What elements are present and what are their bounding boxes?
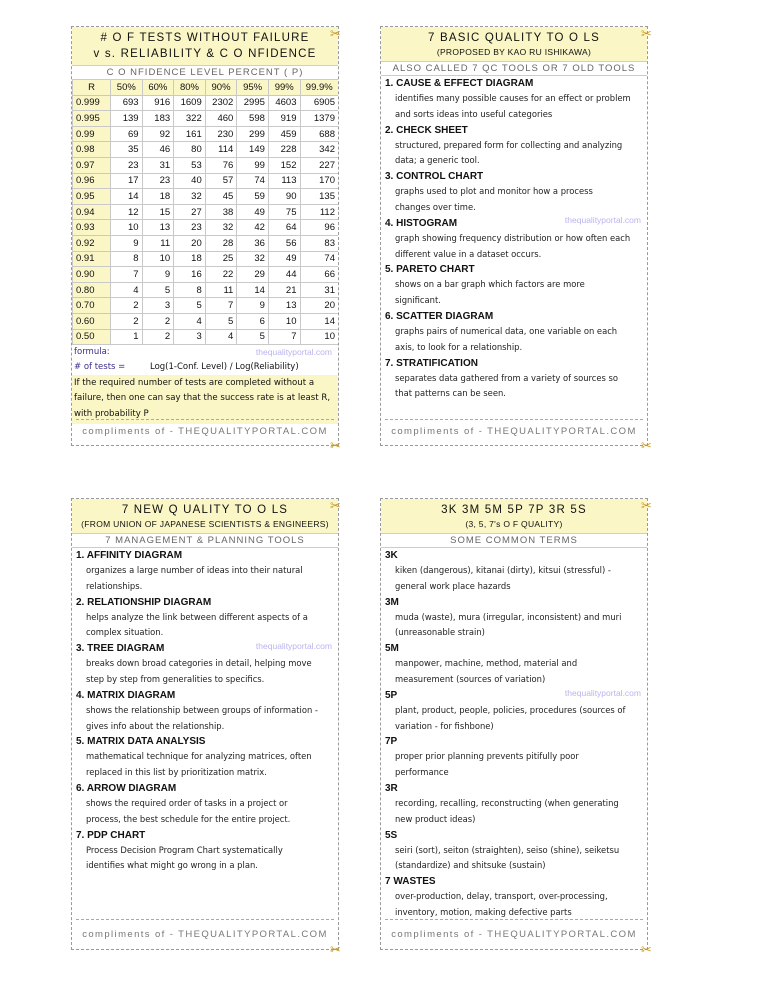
tests-cell: 5 [237,329,269,345]
card-subtitle: (FROM UNION OF JAPANESE SCIENTISTS & ENGINEERS) [81,519,329,529]
item-heading: 1. CAUSE & EFFECT DIAGRAM [385,78,534,89]
item-heading: 5. PARETO CHART [385,264,475,276]
list-item [72,595,338,642]
item-heading: 7. STRATIFICATION [385,357,478,369]
tests-cell: 75 [268,204,300,220]
tests-cell: 46 [142,142,174,158]
tests-cell: 1379 [300,111,338,127]
item-description: (standardize) and shitsuke (sustain) [395,860,546,871]
item-description: organizes a large number of ideas into their natural [86,565,303,575]
tests-cell: 92 [142,126,174,142]
tests-cell: 31 [300,282,338,298]
list-item [72,781,338,828]
table-row [73,267,339,283]
footer-divider [385,419,643,420]
tests-cell: 42 [237,220,269,236]
card-footer: compliments of - THEQUALITYPORTAL.COM [391,929,637,940]
item-description: separates data gathered from a variety of sources so [395,372,619,383]
tests-cell: 228 [268,142,300,158]
tests-cell: 17 [111,173,143,189]
tests-cell: 1 [111,329,143,345]
tests-cell: 2 [142,329,174,345]
reliability-cell: 0.92 [73,235,111,251]
card-header [381,499,647,534]
tests-cell: 23 [111,157,143,173]
watermark-text: thequalityportal.com [564,215,641,225]
formula-lhs: # of tests = [74,362,126,373]
formula-line [72,345,338,360]
tests-cell: 18 [174,251,206,267]
tests-cell: 69 [111,126,143,142]
tests-cell: 4 [111,282,143,298]
card-title: 3K 3M 5M 5P 7P 3R 5S [441,504,587,516]
tests-cell: 13 [142,220,174,236]
scissors-icon: ✂ [330,27,341,42]
tests-cell: 135 [300,189,338,205]
card-header [72,499,338,534]
item-description: graphs used to plot and monitor how a process [395,186,593,197]
tests-cell: 36 [237,235,269,251]
item-description: changes over time. [395,201,476,212]
item-heading: 4. HISTOGRAM [385,217,458,229]
table-row [73,142,339,158]
item-heading: 5. MATRIX DATA ANALYSIS [76,736,206,748]
item-description: process, the best schedule for the entire project. [86,813,291,824]
card-basic-quality-tools [380,26,648,446]
item-heading: 7P [385,736,398,748]
tests-cell: 38 [205,204,237,220]
item-heading: 3K [385,550,398,561]
card-tests-without-failure [71,26,339,446]
formula-note: If the required number of tests are completed without a failure, then one can say that the success rate is at least R, with probability P [72,375,338,424]
tests-cell: 49 [268,251,300,267]
item-heading: 1. AFFINITY DIAGRAM [76,550,183,561]
tests-cell: 5 [205,313,237,329]
card-footer: compliments of - THEQUALITYPORTAL.COM [391,426,637,437]
column-header: 80% [174,80,206,95]
tests-cell: 2 [142,313,174,329]
card-band: 7 MANAGEMENT & PLANNING TOOLS [72,534,338,548]
reliability-cell: 0.60 [73,313,111,329]
tests-cell: 18 [142,189,174,205]
reliability-cell: 0.91 [73,251,111,267]
card-header [381,27,647,62]
item-description: breaks down broad categories in detail, helping move [86,658,312,669]
tests-cell: 76 [205,157,237,173]
reliability-cell: 0.94 [73,204,111,220]
item-heading: 7 WASTES [385,876,436,888]
tests-cell: 2302 [205,95,237,111]
tests-cell: 4603 [268,95,300,111]
item-description: gives info about the relationship. [86,720,225,731]
tests-cell: 688 [300,126,338,142]
list-item [381,595,647,642]
item-description: shows the relationship between groups of information - [86,704,318,715]
column-header: 95% [237,80,269,95]
item-description: Process Decision Program Chart systematically [86,844,283,855]
tests-cell: 916 [142,95,174,111]
tests-cell: 23 [174,220,206,236]
tests-cell: 3 [142,298,174,314]
list-item [381,874,647,921]
table-row [73,189,339,205]
scissors-icon: ✂ [330,439,341,454]
tests-cell: 59 [237,189,269,205]
tests-cell: 5 [174,298,206,314]
item-description: relationships. [86,580,143,591]
item-description: performance [395,767,449,778]
column-header: 90% [205,80,237,95]
tests-cell: 299 [237,126,269,142]
tests-cell: 90 [268,189,300,205]
scissors-icon: ✂ [330,499,341,514]
tests-cell: 23 [142,173,174,189]
item-heading: 5S [385,829,398,841]
card-subtitle: (PROPOSED BY KAO RU ISHIKAWA) [436,47,592,57]
tests-cell: 7 [268,329,300,345]
tests-cell: 7 [111,267,143,283]
tests-cell: 152 [268,157,300,173]
tests-cell: 22 [205,267,237,283]
card-title-line2: v s. RELIABILITY & C O NFIDENCE [93,48,317,60]
tests-cell: 31 [142,157,174,173]
item-heading: 3R [385,782,398,794]
item-description: measurement (sources of variation) [395,673,546,684]
item-description: that patterns can be seen. [395,388,506,399]
tests-cell: 74 [300,251,338,267]
table-row [73,329,339,345]
item-heading: 3. TREE DIAGRAM [76,643,165,655]
tests-cell: 53 [174,157,206,173]
list-item [381,828,647,875]
tests-cell: 64 [268,220,300,236]
scissors-icon: ✂ [641,499,652,514]
tests-cell: 113 [268,173,300,189]
table-row [73,126,339,142]
item-heading: 6. SCATTER DIAGRAM [385,310,494,322]
tests-cell: 9 [111,235,143,251]
item-description: shows the required order of tasks in a project or [86,797,288,808]
item-description: data; a generic tool. [395,155,480,166]
scissors-icon: ✂ [330,943,341,958]
item-heading: 5P [385,689,398,701]
tests-cell: 11 [142,235,174,251]
tests-cell: 35 [111,142,143,158]
tests-cell: 183 [142,111,174,127]
tests-cell: 99 [237,157,269,173]
table-header-row [73,80,339,95]
item-description: significant. [395,295,441,306]
item-description: seiri (sort), seiton (straighten), seiso (shine), seiketsu [395,844,620,855]
card-title: # O F TESTS WITHOUT FAILURE [100,32,310,44]
tests-cell: 2 [111,313,143,329]
item-description: variation - for fishbone) [395,720,494,731]
item-heading: 2. RELATIONSHIP DIAGRAM [76,596,212,608]
tests-cell: 40 [174,173,206,189]
tests-cell: 14 [300,313,338,329]
tests-cell: 598 [237,111,269,127]
footer-divider [385,919,643,920]
tests-cell: 9 [237,298,269,314]
tests-cell: 80 [174,142,206,158]
tests-cell: 161 [174,126,206,142]
tests-cell: 25 [205,251,237,267]
tests-cell: 8 [111,251,143,267]
item-description: replaced in this list by prioritization matrix. [86,767,267,778]
item-description: and sorts ideas into useful categories [395,108,553,119]
formula-label: formula: [74,347,110,358]
tests-cell: 96 [300,220,338,236]
list-item [381,548,647,595]
column-header: 99.9% [300,80,338,95]
card-title: 7 BASIC QUALITY TO O LS [427,32,601,44]
tests-cell: 227 [300,157,338,173]
tests-cell: 66 [300,267,338,283]
watermark-text: thequalityportal.com [255,641,332,651]
item-description: helps analyze the link between different aspects of a [86,611,308,622]
tests-cell: 29 [237,267,269,283]
scissors-icon: ✂ [641,439,652,454]
column-header: 50% [111,80,143,95]
item-description: manpower, machine, method, material and [395,658,578,669]
tool-list [381,76,647,402]
item-heading: 4. MATRIX DIAGRAM [76,689,176,701]
list-item [72,548,338,595]
list-item [381,169,647,216]
item-description: (unreasonable strain) [395,627,485,638]
reliability-cell: 0.90 [73,267,111,283]
tests-cell: 170 [300,173,338,189]
tool-list [72,548,338,874]
reliability-table [72,80,338,345]
item-description: recording, recalling, reconstructing (when generating [395,797,619,808]
tests-cell: 44 [268,267,300,283]
tests-cell: 20 [300,298,338,314]
tests-cell: 83 [300,235,338,251]
item-heading: 2. CHECK SHEET [385,124,468,136]
tests-cell: 8 [174,282,206,298]
tests-cell: 16 [174,267,206,283]
list-item [72,734,338,781]
tests-cell: 74 [237,173,269,189]
tests-cell: 10 [300,329,338,345]
card-new-quality-tools [71,498,339,950]
list-item [381,356,647,403]
tests-cell: 139 [111,111,143,127]
tests-cell: 7 [205,298,237,314]
table-row [73,235,339,251]
tests-cell: 15 [142,204,174,220]
item-description: step by step from generalities to specifics. [86,673,265,684]
tests-cell: 32 [237,251,269,267]
reliability-cell: 0.99 [73,126,111,142]
item-description: graphs pairs of numerical data, one variable on each [395,325,618,336]
formula-expression [72,360,338,375]
table-row [73,298,339,314]
reliability-cell: 0.93 [73,220,111,236]
tests-cell: 459 [268,126,300,142]
tests-cell: 32 [205,220,237,236]
item-description: structured, prepared form for collecting and analyzing [395,139,623,150]
tests-cell: 693 [111,95,143,111]
tests-cell: 2995 [237,95,269,111]
item-heading: 3M [385,596,399,608]
table-row [73,251,339,267]
tests-cell: 32 [174,189,206,205]
formula-rhs: Log(1-Conf. Level) / Log(Reliability) [150,362,299,373]
tests-cell: 49 [237,204,269,220]
card-title: 7 NEW Q UALITY TO O LS [121,504,289,516]
item-description: graph showing frequency distribution or how often each [395,232,631,243]
tests-cell: 21 [268,282,300,298]
card-band: SOME COMMON TERMS [381,534,647,548]
tests-cell: 3 [174,329,206,345]
item-heading: 5M [385,643,399,655]
reliability-cell: 0.995 [73,111,111,127]
item-description: muda (waste), mura (irregular, inconsistent) and muri [395,611,622,622]
list-item [381,781,647,828]
footer-divider [76,419,334,420]
tests-cell: 14 [111,189,143,205]
card-footer: compliments of - THEQUALITYPORTAL.COM [82,426,328,437]
tests-cell: 6 [237,313,269,329]
tests-cell: 149 [237,142,269,158]
tests-cell: 13 [268,298,300,314]
reliability-cell: 0.50 [73,329,111,345]
reliability-cell: 0.97 [73,157,111,173]
item-description: axis, to look for a relationship. [395,341,523,352]
table-row [73,220,339,236]
tests-cell: 57 [205,173,237,189]
item-description: complex situation. [86,627,164,638]
list-item [381,76,647,123]
tests-cell: 10 [142,251,174,267]
term-list [381,548,647,921]
tests-cell: 28 [205,235,237,251]
card-footer: compliments of - THEQUALITYPORTAL.COM [82,929,328,940]
confidence-band: C O NFIDENCE LEVEL PERCENT ( P) [72,66,338,80]
item-description: mathematical technique for analyzing matrices, often [86,751,312,762]
card-band: ALSO CALLED 7 QC TOOLS OR 7 OLD TOOLS [381,62,647,76]
card-subtitle: (3, 5, 7's O F QUALITY) [465,519,563,529]
tests-cell: 460 [205,111,237,127]
tests-cell: 114 [205,142,237,158]
scissors-icon: ✂ [641,943,652,958]
tests-cell: 919 [268,111,300,127]
item-description: inventory, motion, making defective parts [395,906,572,917]
tests-cell: 56 [268,235,300,251]
list-item [72,828,338,875]
column-header: 60% [142,80,174,95]
reliability-cell: 0.98 [73,142,111,158]
tests-cell: 4 [174,313,206,329]
item-description: different value in a dataset occurs. [395,248,542,259]
tests-cell: 5 [142,282,174,298]
item-description: proper prior planning prevents pitifully poor [395,751,579,762]
item-description: kiken (dangerous), kitanai (dirty), kitsui (stressful) - [395,565,611,575]
table-row [73,95,339,111]
tests-cell: 2 [111,298,143,314]
table-row [73,157,339,173]
tests-cell: 20 [174,235,206,251]
tests-cell: 45 [205,189,237,205]
table-row [73,313,339,329]
item-description: identifies what might go wrong in a plan. [86,860,258,871]
tests-cell: 4 [205,329,237,345]
tests-cell: 342 [300,142,338,158]
item-description: general work place hazards [395,580,511,591]
table-row [73,173,339,189]
tests-cell: 230 [205,126,237,142]
tests-cell: 322 [174,111,206,127]
tests-cell: 11 [205,282,237,298]
reliability-cell: 0.95 [73,189,111,205]
tests-cell: 10 [268,313,300,329]
list-item [381,123,647,170]
tests-cell: 27 [174,204,206,220]
table-row [73,282,339,298]
list-item [72,688,338,735]
card-common-terms [380,498,648,950]
tests-cell: 1609 [174,95,206,111]
list-item [381,641,647,688]
item-description: shows on a bar graph which factors are more [395,279,585,290]
watermark-text: thequalityportal.com [564,688,641,698]
tests-cell: 12 [111,204,143,220]
reliability-cell: 0.70 [73,298,111,314]
tests-cell: 14 [237,282,269,298]
table-row [73,111,339,127]
item-heading: 6. ARROW DIAGRAM [76,782,177,794]
item-description: new product ideas) [395,813,476,824]
reliability-cell: 0.80 [73,282,111,298]
item-heading: 3. CONTROL CHART [385,171,484,183]
reliability-cell: 0.999 [73,95,111,111]
card-header [72,27,338,66]
tests-cell: 10 [111,220,143,236]
tests-cell: 6905 [300,95,338,111]
footer-divider [76,919,334,920]
tests-cell: 9 [142,267,174,283]
item-description: identifies many possible causes for an effect or problem [395,93,631,103]
list-item [381,734,647,781]
column-header: R [73,80,111,95]
item-heading: 7. PDP CHART [76,829,146,841]
table-row [73,204,339,220]
tests-cell: 112 [300,204,338,220]
column-header: 99% [268,80,300,95]
scissors-icon: ✂ [641,27,652,42]
list-item [381,309,647,356]
list-item [381,262,647,309]
reliability-cell: 0.96 [73,173,111,189]
item-description: plant, product, people, policies, procedures (sources of [395,704,626,715]
watermark-text: thequalityportal.com [255,347,332,358]
item-description: over-production, delay, transport, over-processing, [395,891,608,902]
